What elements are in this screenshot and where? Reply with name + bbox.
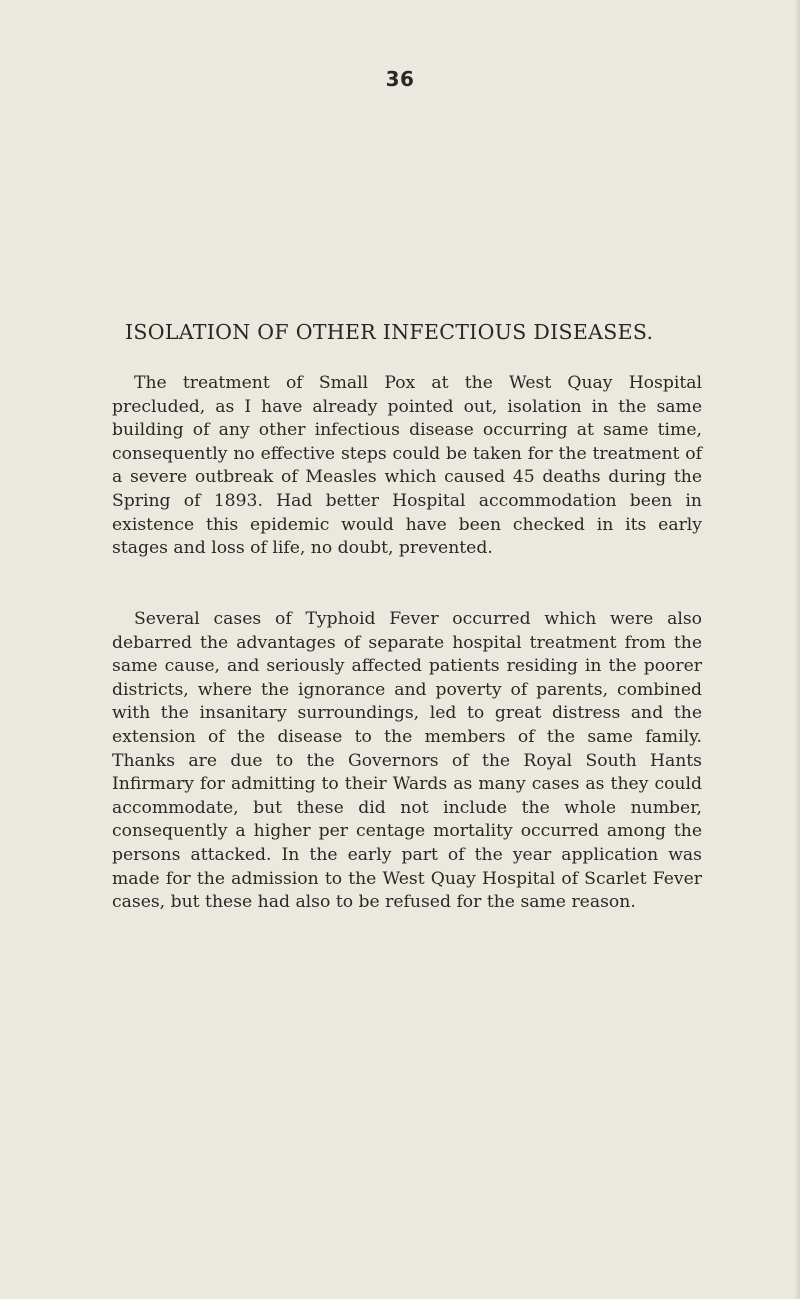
paragraph-1: The treatment of Small Pox at the West Quay Hospital precluded, as I have already pointed out, isolation in the same building of any other infectious disease occurring at same time, consequently no effective steps could be taken for the treatment of a severe outbreak of Measles which caused 45 deaths during the Spring of 1893. Had better Hospital accommodation been in existence this epidemic would have been checked in its early stages and loss of life, no doubt, prevented. (112, 373, 702, 559)
page-number: 36 (385, 67, 415, 91)
page-edge (794, 0, 800, 1299)
paragraph-2: Several cases of Typhoid Fever occurred which were also debarred the advantages of separate hospital treatment from the same cause, and seriously affected patients residing in the poorer districts, where the ignorance and poverty of parents, combined with the insanitary surroundings, led to great distress and the extension of the disease to the members of the same family. Thanks are due to the Governors of the Royal South Hants Infirmary for admitting to their Wards as many cases as they could accommodate, but these did not include the whole number, consequently a higher per centage mortality occurred among the persons attacked. In the early part of the year application was made for the admission to the West Quay Hospital of Scarlet Fever cases, but these had also to be refused for the same reason. (112, 609, 702, 913)
section-heading: ISOLATION OF OTHER INFECTIOUS DISEASES. (125, 320, 654, 344)
